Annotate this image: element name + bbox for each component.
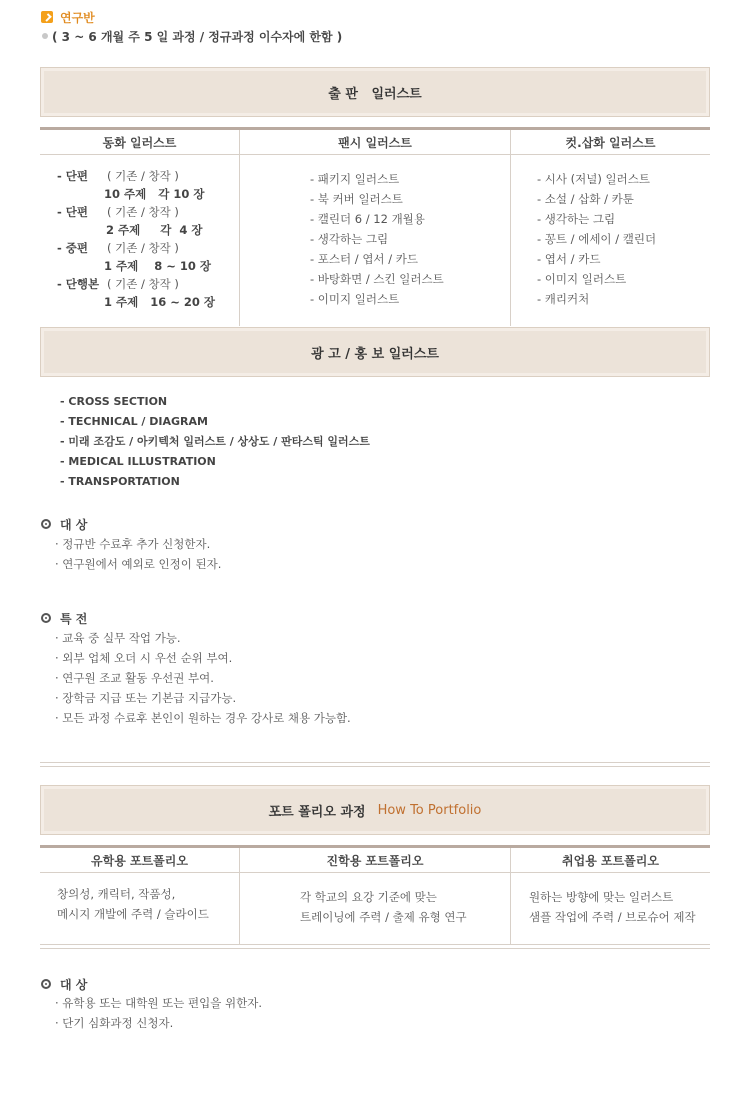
- column-header: 동화 일러스트: [102, 136, 177, 150]
- list-item: · 연구원에서 예외로 인정이 된자.: [55, 557, 222, 571]
- publishing-band: [40, 67, 710, 117]
- benefits-title: 특 전: [60, 612, 88, 626]
- list-item: - 시사 (저널) 일러스트: [537, 172, 650, 186]
- list-item: - MEDICAL ILLUSTRATION: [60, 455, 216, 468]
- list-item: - 이미지 일러스트: [537, 272, 627, 286]
- list-item: · 단기 심화과정 신청자.: [55, 1016, 174, 1030]
- column-divider: [510, 130, 511, 326]
- portfolio-band-subtitle: How To Portfolio: [377, 802, 482, 818]
- column-divider: [239, 130, 240, 326]
- column-header: 취업용 포트폴리오: [562, 854, 659, 868]
- table-header-divider: [40, 872, 710, 873]
- list-item: - CROSS SECTION: [60, 395, 168, 408]
- list-item: - TECHNICAL / DIAGRAM: [60, 415, 208, 428]
- list-item: - 소설 / 삽화 / 카툰: [537, 192, 634, 206]
- column-header: 유학용 포트폴리오: [91, 854, 188, 868]
- table-top-border: [40, 845, 710, 848]
- advert-band-title: 광 고 / 홍 보 일러스트: [311, 346, 439, 362]
- list-item: · 연구원 조교 활동 우선권 부여.: [55, 671, 214, 685]
- list-item: · 장학금 지급 또는 기본급 지급가능.: [55, 691, 237, 705]
- target-title: 대 상: [60, 518, 88, 532]
- table-cell: 각 학교의 요강 기준에 맞는: [300, 890, 437, 904]
- section-subtitle: ( 3 ~ 6 개월 주 5 일 과정 / 정규과정 이수자에 한함 ): [52, 30, 343, 44]
- table-bottom-border: [40, 944, 710, 949]
- section-title: 연구반: [60, 11, 95, 25]
- list-item: · 유학용 또는 대학원 또는 편입을 위한자.: [55, 996, 262, 1010]
- list-item: · 외부 업체 오더 시 우선 순위 부여.: [55, 651, 233, 665]
- list-item: - 엽서 / 카드: [537, 252, 601, 266]
- list-item: - 꽁트 / 에세이 / 캘린더: [537, 232, 657, 246]
- list-item: · 모든 과정 수료후 본인이 원하는 경우 강사로 채용 가능함.: [55, 711, 351, 725]
- list-item: - 바탕화면 / 스킨 일러스트: [310, 272, 444, 286]
- column-header: 진학용 포트폴리오: [326, 854, 424, 868]
- list-item: - TRANSPORTATION: [60, 475, 180, 488]
- column-header: 팬시 일러스트: [338, 136, 412, 150]
- list-item: · 교육 중 실무 작업 가능.: [55, 631, 181, 645]
- table-cell: 창의성, 캐릭터, 작품성,: [57, 887, 176, 901]
- table-header-divider: [40, 154, 710, 155]
- list-item: · 정규반 수료후 추가 신청한자.: [55, 537, 211, 551]
- list-item: - 미래 조감도 / 아키텍처 일러스트 / 상상도 / 판타스틱 일러스트: [60, 435, 370, 448]
- table-cell: 샘플 작업에 주력 / 브로슈어 제작: [529, 910, 696, 924]
- table-cell: 트레이닝에 주력 / 출제 유형 연구: [300, 910, 467, 924]
- list-item: - 캐리커처: [537, 292, 590, 306]
- list-item: - 생각하는 그림: [310, 232, 389, 246]
- list-item: - 생각하는 그림: [537, 212, 616, 226]
- target-title: 대 상: [60, 978, 88, 992]
- bullet-dot-icon: [42, 33, 48, 39]
- portfolio-band: [40, 785, 710, 835]
- list-item: - 포스터 / 엽서 / 카드: [310, 252, 418, 266]
- list-item: - 이미지 일러스트: [310, 292, 400, 306]
- portfolio-band-title: 포트 폴리오 과정: [268, 804, 366, 820]
- table-cell: 원하는 방향에 맞는 일러스트: [529, 890, 674, 904]
- target-bullet-icon: [41, 979, 51, 989]
- section-separator: [40, 762, 710, 767]
- benefits-bullet-icon: [41, 613, 51, 623]
- list-item: - 패키지 일러스트: [310, 172, 400, 186]
- list-item: - 캘린더 6 / 12 개월용: [310, 212, 425, 226]
- advert-band: [40, 327, 710, 377]
- publishing-band-title: 출 판 일러스트: [328, 86, 422, 102]
- orange-check-icon: [41, 11, 53, 23]
- column-header: 컷.삽화 일러스트: [565, 136, 656, 150]
- table-top-border: [40, 127, 710, 130]
- list-item: - 북 커버 일러스트: [310, 192, 403, 206]
- target-bullet-icon: [41, 519, 51, 529]
- table-cell: 메시지 개발에 주력 / 슬라이드: [57, 907, 209, 921]
